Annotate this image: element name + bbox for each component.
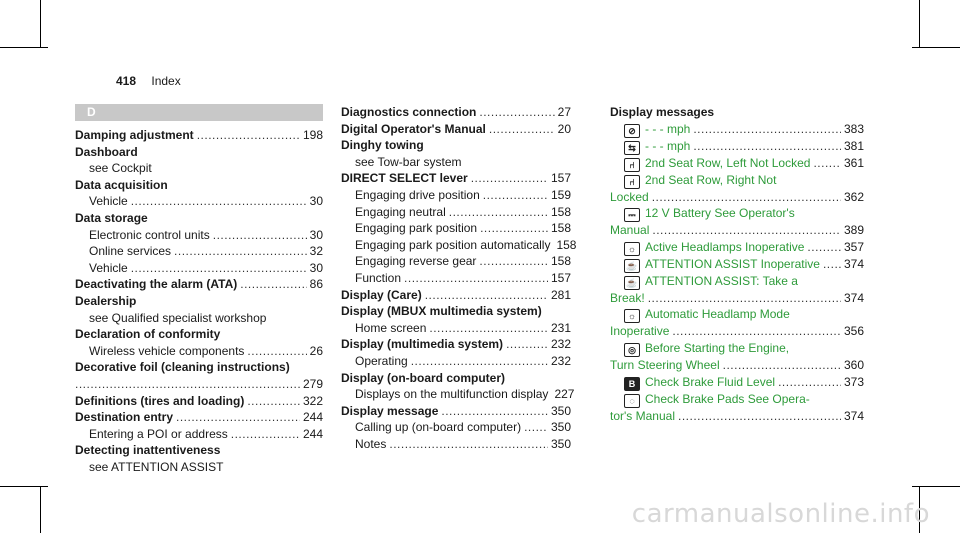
display-message-entry[interactable]: ☼ Active Headlamps Inoperative ..... 357 [610, 239, 864, 256]
index-column-3 [610, 104, 864, 424]
index-entry: Detecting inattentiveness [75, 443, 221, 458]
battery-icon: ⎓ [624, 208, 640, 222]
display-message-entry[interactable]: B Check Brake Fluid Level ..... 373 [610, 374, 864, 391]
watermark: carmanualsonline.info [631, 499, 930, 529]
attention-assist-icon: ☕ [624, 259, 640, 273]
index-entry: Dealership [75, 293, 137, 308]
index-subentry[interactable]: Electronic control units ..... 30 [75, 227, 323, 244]
attention-assist-icon: ☕ [624, 276, 640, 290]
distance-icon: ⇆ [624, 141, 640, 155]
display-message-entry: ◎ Before Starting the Engine, [610, 340, 864, 357]
index-entry[interactable]: Damping adjustment ..... 198 [75, 127, 323, 144]
display-message-entry: ⑁ 2nd Seat Row, Right Not [610, 172, 864, 189]
index-entry[interactable]: Destination entry ..... 244 [75, 409, 323, 426]
index-subentry[interactable]: Wireless vehicle components ..... 26 [75, 343, 323, 360]
index-subentry[interactable]: Calling up (on-board computer) ..... 350 [341, 419, 571, 436]
seat-icon: ⑁ [624, 158, 640, 172]
see-reference[interactable]: see Qualified specialist workshop [89, 310, 267, 325]
display-message-entry[interactable]: Turn Steering Wheel ..... 360 [610, 357, 864, 374]
index-entry[interactable]: Display (multimedia system) ..... 232 [341, 336, 571, 353]
crop-mark [919, 0, 920, 48]
headlamp-icon: ☼ [624, 309, 640, 323]
page-number: 418 [116, 74, 137, 88]
display-message-entry[interactable]: ⑁ 2nd Seat Row, Left Not Locked ..... 361 [610, 155, 864, 172]
index-entry: Dashboard [75, 144, 138, 159]
display-message-entry[interactable]: tor's Manual ..... 374 [610, 408, 864, 425]
index-entry: Dinghy towing [341, 138, 424, 153]
crop-mark [40, 0, 41, 48]
display-message-entry: ☼ Automatic Headlamp Mode [610, 306, 864, 323]
index-entry-page[interactable]: ..... 279 [75, 376, 323, 393]
see-reference[interactable]: see Cockpit [89, 161, 152, 176]
index-entry: Display messages [610, 105, 715, 119]
index-subentry[interactable]: Home screen ..... 231 [341, 320, 571, 337]
crop-mark [0, 47, 48, 48]
index-entry[interactable]: Deactivating the alarm (ATA) ..... 86 [75, 276, 323, 293]
steering-wheel-icon: ◎ [624, 343, 640, 357]
index-entry[interactable]: Diagnostics connection ..... 27 [341, 104, 571, 121]
index-subentry[interactable]: Engaging park position ..... 158 [341, 220, 571, 237]
index-entry[interactable]: Display message ..... 350 [341, 403, 571, 420]
see-reference[interactable]: see Tow-bar system [355, 154, 462, 169]
index-entry[interactable]: Display (Care) ..... 281 [341, 287, 571, 304]
display-message-entry: ⎓ 12 V Battery See Operator's [610, 205, 864, 222]
index-subentry[interactable]: Engaging reverse gear ..... 158 [341, 253, 571, 270]
index-subentry[interactable]: Operating ..... 232 [341, 353, 571, 370]
index-subentry[interactable]: Engaging neutral ..... 158 [341, 204, 571, 221]
index-subentry[interactable]: Vehicle ..... 30 [75, 193, 323, 210]
index-subentry[interactable]: Notes ..... 350 [341, 436, 571, 453]
index-entry: Data acquisition [75, 177, 168, 192]
index-entry[interactable]: Definitions (tires and loading) ..... 322 [75, 393, 323, 410]
display-message-entry[interactable]: ⇆ - - - mph ..... 381 [610, 138, 864, 155]
display-message-entry[interactable]: Break! ..... 374 [610, 290, 864, 307]
index-entry: Data storage [75, 210, 148, 225]
display-message-entry[interactable]: ⊘ - - - mph ..... 383 [610, 121, 864, 138]
engine-icon: ⊘ [624, 124, 640, 138]
brake-pads-icon: ◌ [624, 394, 640, 408]
index-column-2 [341, 104, 577, 452]
display-message-entry[interactable]: Manual ..... 389 [610, 222, 864, 239]
seat-icon: ⑁ [624, 175, 640, 189]
crop-mark [0, 486, 48, 487]
see-reference[interactable]: see ATTENTION ASSIST [89, 459, 224, 474]
index-subentry[interactable]: Vehicle ..... 30 [75, 260, 323, 277]
index-column-1 [75, 104, 323, 475]
crop-mark [912, 47, 960, 48]
index-entry[interactable]: DIRECT SELECT lever ..... 157 [341, 170, 571, 187]
page-header [116, 74, 181, 88]
display-message-entry: ☕ ATTENTION ASSIST: Take a [610, 273, 864, 290]
index-subentry[interactable]: Displays on the multifunction display 227 [355, 387, 575, 402]
display-message-entry[interactable]: Locked ..... 362 [610, 189, 864, 206]
crop-mark [40, 486, 41, 533]
index-entry: Decorative foil (cleaning instructions) [75, 360, 290, 375]
crop-mark [912, 486, 960, 487]
headlamp-icon: ☼ [624, 242, 640, 256]
display-message-entry[interactable]: ☕ ATTENTION ASSIST Inoperative ..... 374 [610, 256, 864, 273]
display-message-entry[interactable]: Inoperative ..... 356 [610, 323, 864, 340]
brake-icon: B [624, 377, 640, 391]
index-subentry[interactable]: Engaging drive position ..... 159 [341, 187, 571, 204]
section-letter: D [75, 104, 323, 121]
index-subentry[interactable]: Engaging park position automatically 158 [355, 237, 577, 252]
index-entry: Declaration of conformity [75, 327, 221, 342]
index-subentry[interactable]: Online services ..... 32 [75, 243, 323, 260]
index-entry[interactable]: Digital Operator's Manual ..... 20 [341, 121, 571, 138]
display-message-entry: ◌ Check Brake Pads See Opera- [610, 391, 864, 408]
page-title: Index [151, 74, 181, 88]
index-subentry[interactable]: Function ..... 157 [341, 270, 571, 287]
index-entry: Display (MBUX multimedia system) [341, 304, 542, 319]
index-subentry[interactable]: Entering a POI or address ..... 244 [75, 426, 323, 443]
index-entry: Display (on-board computer) [341, 370, 506, 385]
